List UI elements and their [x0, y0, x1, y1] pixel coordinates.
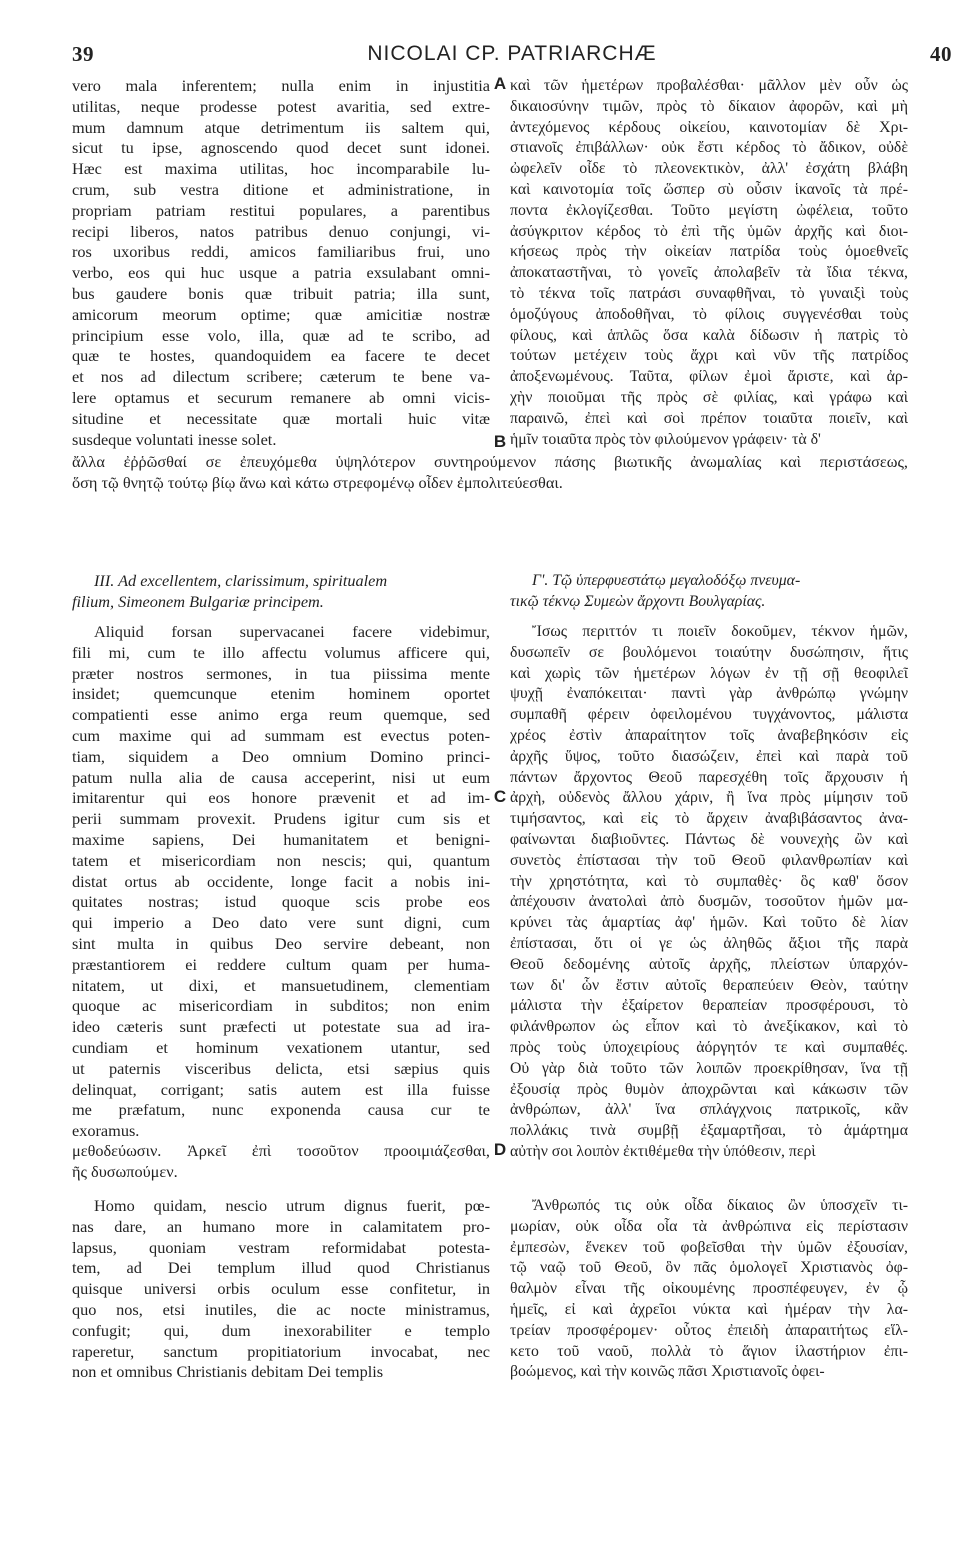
- text-line: patum nulla alia de causa acceperint, nisi ut eum: [72, 767, 490, 787]
- text-line: compatienti esse animo erga reum quemque, sed: [72, 705, 490, 725]
- greek-column-top: [510, 76, 908, 450]
- text-line: ἡμῖν τοιαῦτα πρὸς τὸν φιλούμενον γράφειν· τὰ δ': [510, 430, 821, 448]
- text-line: perii summam provexit. Prudens igitur cum sis et: [72, 809, 490, 829]
- text-line: κετο τοῦ ναοῦ, πολλὰ τὸ ἅγιον ἱλαστήριον ἐπι-: [510, 1342, 908, 1360]
- page-header: [72, 42, 952, 72]
- text-line: et nos ad dilectum scribere; cæterum te bene va-: [72, 367, 490, 387]
- text-line: συμπαθῆ φέρειν ὀφειλομένου τυγχάνοντος, μάλιστα: [510, 706, 908, 724]
- text-line: Θεοῦ δεδομένης αὐτοῖς ἀρχῆς, πλείστων ὑπαρχόν-: [510, 955, 908, 973]
- text-line: nas dare, an humano more in calamitatem pro-: [72, 1216, 490, 1236]
- text-line: principium esse volo, illa, quæ ad te scribo, ad: [72, 325, 490, 345]
- text-line: quisque universi orbis oculum esse confitetur, in: [72, 1279, 490, 1299]
- text-line: cum maxime qui ad summam est evectus poten-: [72, 725, 490, 745]
- text-line: Ἴσως περιττόν τι ποιεῖν δοκοῦμεν, τέκνον ἡμῶν,: [532, 623, 908, 640]
- latin-column-middle: [72, 622, 490, 1142]
- text-line: ψυχῇ ἐναπόκειται· παντὶ γὰρ ἀνθρώπῳ γνώμην: [510, 685, 908, 703]
- text-line: ῆς δυσωπούμεν.: [72, 1161, 178, 1181]
- text-line: sicut tu ipse, agnoscendo quod decet sunt idonei.: [72, 138, 490, 158]
- text-line: παραινῶ, ἐπεὶ καὶ σοὶ πρέπον τοιαῦτα ποιεῖν, καὶ: [510, 409, 908, 427]
- text-line: ἐπίστασαι, ὅτι οἱ γε ὡς ἀληθῶς ἄξιοι τῆς παρὰ: [510, 934, 908, 952]
- text-line: δικαιοσύνην τιμῶν, πρὸς τὸ δίκαιον ἀφορῶν, καὶ μὴ: [510, 97, 908, 115]
- text-line: θαλμὸν εἶναι τῆς οἰκουμένης προσπέφευγεν, ἐν ᾧ: [510, 1280, 908, 1298]
- text-line: distat ortus ab occidente, longe facit a nobis ini-: [72, 871, 490, 891]
- text-line: βοώμενος, καὶ τὴν κοινῶς πᾶσι Χριστιανοῖς ὀφει-: [510, 1363, 825, 1381]
- text-line: ἀνθρώπων, ἀλλ' ἵνα σπλάγχνοις πατρικοῖς, κἂν: [510, 1101, 908, 1119]
- text-line: καὶ χωρὶς τῶν ἡμετέρων λόγων ἐν τῇ σῇ θεοφιλεῖ: [510, 664, 908, 682]
- text-line: ὁμοζύγους ἀποδοθῆναι, τὸ φίλοις συγγενέσθαι τοὺς: [510, 305, 908, 323]
- greek-letter-heading: [510, 571, 908, 613]
- text-line: ἡμεῖς, εἰ καὶ ἀχρεῖοι νύκτα καὶ ἡμέραν τὴν λα-: [510, 1300, 908, 1318]
- text-line: raperetur, sanctum propitiatorium invocabat, nec: [72, 1341, 490, 1361]
- latin-column-bottom: [72, 1196, 490, 1383]
- text-line: μάλιστα τὴν ἐξαίρετον θεραπείαν προσφέρουσι, τὸ: [510, 997, 908, 1015]
- text-line: τούτων μετέχειν τοὺς ἄχρι καὶ νῦν τῆς πατρίδος: [510, 347, 908, 365]
- text-line: utilitas, neque prodesse potest avaritia, sed extre-: [72, 96, 490, 116]
- text-line: tatem et misericordiam non nescis; qui, quantum: [72, 850, 490, 870]
- text-line: præstantiorem ei reddere cultum quam per huma-: [72, 954, 490, 974]
- text-line: delinquat, corrigant; satis autem est illa fuisse: [72, 1079, 490, 1099]
- text-line: ros uxoribus reddi, amicos familiaribus frui, uno: [72, 242, 490, 262]
- text-line: τιμήσαντος, καὶ εἰς τὸ ἄρχειν ἀναβιβάσαντος ἀνα-: [510, 810, 908, 828]
- greek-column-middle: [510, 622, 908, 1163]
- section-marker-b: B: [493, 432, 507, 451]
- text-line: φιλάνθρωπον ὡς εἶπον καὶ τὸ ἀνεξίκακον, καὶ τὸ: [510, 1018, 908, 1036]
- text-line: susdeque voluntati inesse solet.: [72, 429, 277, 449]
- text-line: τὴν χρηστότητα, καὶ τὸ συμπαθὲς· ὃς καθ' ὅσον: [510, 872, 908, 890]
- text-line: ἄλλα ἐῤῥῶσθαί σε ἐπευχόμεθα ὑψηλότερον συντηρούμενον πάσης βιωτικῆς ἀνωμαλίας καὶ περιστάσεως,: [72, 452, 908, 471]
- text-line: ἀρχῆς ὕψος, τοῦτο διασώζειν, ἐπεὶ καὶ παρὰ τοῦ: [510, 747, 908, 765]
- text-line: τῷ ναῷ τοῦ Θεοῦ, ὃν πᾶς ὁμολογεῖ Χριστιανὸς ὀφ-: [510, 1259, 908, 1277]
- text-line: situdine et necessitate quæ mortali huic vitæ: [72, 408, 490, 428]
- text-line: μωρίαν, οὐκ οἶδα οἷα τὰ ἀνθρώπινα εἰς περίστασιν: [510, 1217, 908, 1235]
- text-line: τρείαν προσφέρομεν· οὗτος ἐπειδὴ ἀπαραιτήτως εἵλ-: [510, 1321, 908, 1339]
- text-line: fili mi, cum te illo affectu volumus afficere qui,: [72, 642, 490, 662]
- text-line: πολλάκις τινὰ συμβῇ ἐξαμαρτῆσαι, τὸ ἁμάρτημα: [510, 1122, 908, 1140]
- text-line: ἐμπεσὼν, ἕνεκεν τοῦ φοβεῖσθαι τὴν ὑμῶν ἐξουσίαν,: [510, 1238, 908, 1256]
- text-line: καὶ καινοτομία τοῖς ὥσπερ σὺ οὖσιν ἱκανοῖς τὰ πρέ-: [510, 180, 908, 198]
- text-line: Homo quidam, nescio utrum dignus fuerit, pœ-: [94, 1196, 490, 1215]
- text-line: δυσωπεῖν σε βουλόμενοι τοιαύτην δυσώπησιν, ἥτις: [510, 643, 908, 661]
- text-line: αὐτὴν σοι λοιπὸν ἐκτιθέμεθα τὴν ὑπόθεσιν, περὶ: [510, 1142, 816, 1160]
- text-line: τὸ τέκνα τοῖς πατράσι συναφθῆναι, τὸ γυναιξὶ τοὺς: [510, 284, 908, 302]
- text-line: ἐξουσίᾳ πρὸς θυμὸν ἀποχρῶνται καὶ κάκωσιν τῶν: [510, 1080, 908, 1098]
- text-line: amicorum meorum optime; quæ amicitiæ nostræ: [72, 304, 490, 324]
- text-line: ὅση τῷ θνητῷ τούτῳ βίῳ ἄνω καὶ κάτω στρεφομένῳ οἶδεν ἐμπολιτεύεσθαι.: [72, 472, 563, 492]
- text-line: ἀποκαταστῆναι, τὸ γονεῖς ἀπολαβεῖν τὰ ἴδια τέκνα,: [510, 264, 908, 282]
- running-title: NICOLAI CP. PATRIARCHÆ: [367, 42, 657, 65]
- text-line: imitarentur qui eos honore prævenit et ad im-: [72, 788, 490, 808]
- text-line: exoramus.: [72, 1121, 140, 1141]
- text-line: filium, Simeonem Bulgariæ principem.: [72, 591, 324, 611]
- text-line: χὴν ποιοῦμαι τῆς πρὸς σὲ φιλίας, καὶ γράφω καὶ: [510, 388, 908, 406]
- text-line: quoque ac misericordiam in subditos; non enim: [72, 996, 490, 1016]
- text-line: κρύνει τὰς ἁμαρτίας ἀφ' ἡμῶν. Καὶ τοῦτο δὲ λίαν: [510, 914, 908, 932]
- text-line: insidet; quemcunque etenim hominem oportet: [72, 684, 490, 704]
- text-line: τικῷ τέκνῳ Συμεὼν ἄρχοντι Βουλγαρίας.: [510, 592, 766, 610]
- text-line: ποντα ἐκλογίζεσθαι. Τοῦτο μεγίστη ὠφέλεια, τοῦτο: [510, 201, 908, 219]
- text-line: lere optamus et securum remanere ab omni vicis-: [72, 387, 490, 407]
- text-line: Aliquid forsan supervacanei facere videbimur,: [94, 622, 490, 641]
- text-line: vero mala inferentem; nulla enim in injustitia: [72, 76, 490, 95]
- text-line: χρέος ἐστὶν ἀπαραίτητον τοῖς ἀναβεβηκόσιν εἰς: [510, 726, 908, 744]
- text-line: στιανοῖς ἐπιβάλλων· οὐκ ἔστι κέρδος τὸ ἄδικον, οὐδὲ: [510, 139, 908, 157]
- text-line: ἀποξενωμένους. Ταῦτα, φίλων ἐμοὶ ἄριστε, καὶ ἀρ-: [510, 368, 908, 386]
- text-line: ὠφελεῖν οἶδε τὸ πλεονεκτικὸν, ἀλλ' ἐσχάτη βλάβη: [510, 160, 908, 178]
- text-line: ἀσύγκριτον κέρδος τὸ ἐπὶ τῆς ὑμῶν ἀρχῆς καὶ διοι-: [510, 222, 908, 240]
- section-marker-d: D: [493, 1140, 507, 1159]
- text-line: non et omnibus Christianis debitam Dei templis: [72, 1362, 384, 1382]
- text-line: quo nos, etsi inutiles, die ac nocte ministramus,: [72, 1299, 490, 1319]
- greek-column-bottom: [510, 1196, 908, 1383]
- text-line: qui imperio a Deo dato vere sunt digni, cum: [72, 913, 490, 933]
- section-marker-c: C: [493, 787, 507, 806]
- text-line: me præfatum, nunc exponenda causa cur te: [72, 1100, 490, 1120]
- greek-fullwidth-1: [72, 452, 908, 494]
- text-line: συνετὸς ἐπίστασαι τὴν τοῦ Θεοῦ φιλανθρωπίαν καὶ: [510, 851, 908, 869]
- text-line: Ἄνθρωπός τις οὐκ οἶδα δίκαιος ὢν ὑποσχεῖν τι-: [532, 1197, 908, 1214]
- text-line: ἀπέχουσιν ἀνατολαὶ ἀπὸ δυσμῶν, τοσοῦτον ἡμῶν μα-: [510, 893, 908, 911]
- text-line: ἀρχὴ, οὐδενὸς ἄλλου χάριν, ἢ ἵνα πρὸς μίμησιν τοῦ: [510, 789, 908, 807]
- text-line: πρὸς τοὺς ὑποχειρίους ἀόργητόν τε καὶ συμπαθές.: [510, 1038, 908, 1056]
- text-line: maxime sapiens, Dei humanitatem et benigni-: [72, 829, 490, 849]
- text-line: ut paternis visceribus delicta, etsi sæpius quis: [72, 1058, 490, 1078]
- section-marker-a: A: [493, 74, 507, 93]
- text-line: Οὐ γὰρ διὰ τοῦτο τῶν λοιπῶν προεκρίθησαν, ἵνα τῇ: [510, 1059, 908, 1077]
- text-line: confugit; qui, dum inexorabiliter e templo: [72, 1320, 490, 1340]
- text-line: κήσεως πρὸς τὴν οἰκείαν πατρίδα τοὺς ὁμοεθνεῖς: [510, 243, 908, 261]
- latin-letter-heading: [72, 571, 490, 613]
- text-line: μεθοδεύωσιν. Ἀρκεῖ ἐπὶ τοσοῦτον προοιμιάζεσθαι,: [72, 1141, 490, 1160]
- text-line: crum, sub vestra ditione et administratione, in: [72, 179, 490, 199]
- text-line: sint multa in quibus Deo servire debeant, non: [72, 933, 490, 953]
- text-line: lapsus, quoniam vestram reformidabat potesta-: [72, 1237, 490, 1257]
- text-line: tiam, siquidem a Deo omnium Domino princi-: [72, 746, 490, 766]
- text-line: III. Ad excellentem, clarissimum, spiritualem: [94, 571, 388, 590]
- text-line: Hæc est maxima utilitas, hoc incomparabile lu-: [72, 159, 490, 179]
- text-line: quitates nostras; istud quoque scis probe eos: [72, 892, 490, 912]
- text-line: bus gaudere bonis quæ tribuit patria; illa sunt,: [72, 283, 490, 303]
- text-line: mum damnum atque detrimentum iis saltem qui,: [72, 117, 490, 137]
- text-line: nitatem, ut dixi, et mansuetudinem, clementiam: [72, 975, 490, 995]
- text-line: Γ'. Τῷ ὑπερφυεστάτῳ μεγαλοδόξῳ πνευμα-: [532, 572, 801, 589]
- text-line: ideo cæteris sunt præfecti ut potestate sua ad ira-: [72, 1017, 490, 1037]
- latin-column-top: [72, 76, 490, 450]
- page-number-right: 40: [930, 42, 952, 66]
- text-line: φίλους, καὶ ἁπλῶς ὅσα καλὰ δίδωσιν ἡ πατρὶς τὸ: [510, 326, 908, 344]
- text-line: verbo, eos qui huc usque a patria exsulabant omni-: [72, 263, 490, 283]
- text-line: præter nostros sermones, in tua piissima mente: [72, 663, 490, 683]
- text-line: tem, ad Dei templum illud quod Christianus: [72, 1258, 490, 1278]
- text-line: καὶ τῶν ἡμετέρων προβαλέσθαι· μᾶλλον μὲν οὖν ὡς: [510, 77, 908, 94]
- page-number-left: 39: [72, 42, 94, 66]
- text-line: recipi liberos, natos patribus denuo conjungi, vi-: [72, 221, 490, 241]
- text-line: cundiam et hominum vexationem utantur, sed: [72, 1037, 490, 1057]
- text-line: quæ te hostes, quandoquidem ea facere te decet: [72, 346, 490, 366]
- text-line: propriam patriam restitui populares, a parentibus: [72, 200, 490, 220]
- text-line: των δι' ὧν ἔστιν αὐτοῖς θεραπεύειν Θεὸν, ταύτην: [510, 976, 908, 994]
- text-line: ἀντεχόμενος κέρδους οἰκείου, καινοτομίαν δὲ Χρι-: [510, 118, 908, 136]
- greek-fullwidth-2: [72, 1141, 490, 1183]
- text-line: φαίνωνται διαβιοῦντες. Πάντως δὲ νουνεχὴς ὢν καὶ: [510, 830, 908, 848]
- text-line: πάντων ἄρχοντος Θεοῦ παρεσχέθη τοῖς ἄρχουσιν ἡ: [510, 768, 908, 786]
